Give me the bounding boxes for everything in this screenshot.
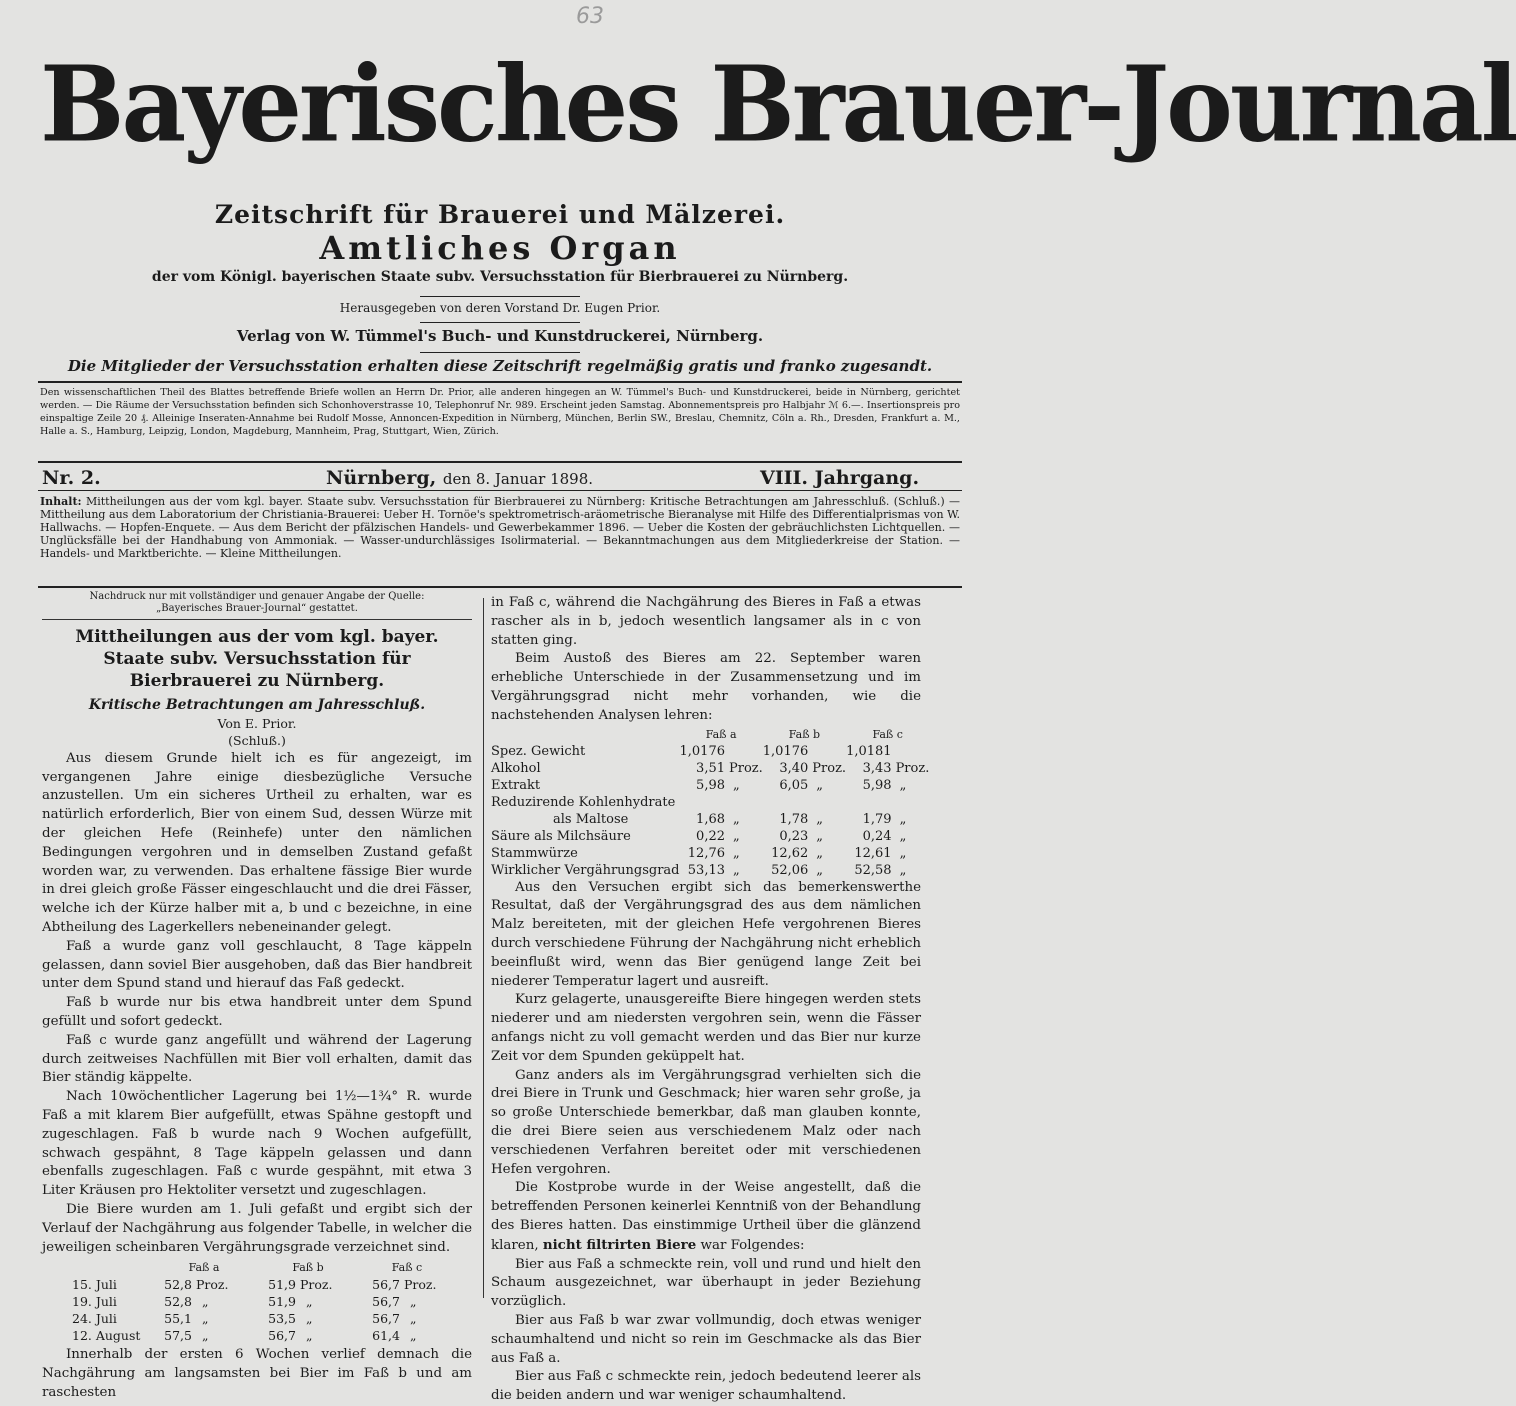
table-cell: 15. Juli: [72, 1277, 117, 1293]
table-header: Faß a: [705, 727, 737, 741]
table-cell: „: [733, 828, 740, 844]
table-cell: 6,05: [779, 777, 809, 793]
issue-city: Nürnberg,: [326, 467, 437, 489]
table-cell: „: [899, 845, 907, 861]
table-cell: „: [733, 845, 740, 861]
table-header: Faß b: [292, 1261, 324, 1275]
table-cell: „: [816, 811, 824, 827]
table-cell: Proz.: [729, 760, 763, 776]
table-cell: 57,5: [164, 1328, 192, 1344]
left-column: [42, 591, 472, 1403]
table-cell: 61,4: [372, 1328, 400, 1344]
table-row: [72, 1327, 454, 1344]
paragraph: Beim Austoß des Bieres am 22. September waren erhebliche Unterschiede in der Zusammensetzung und im Vergährungsgrad nicht mehr vorhanden, wie die nachstehenden Analysen lehren:: [491, 651, 921, 723]
table-cell: 56,7: [268, 1328, 296, 1344]
table-row: [491, 743, 929, 760]
paragraph: Nach 10wöchentlicher Lagerung bei 1½—1¾° R. wurde Faß a mit klarem Bier aufgefüllt, etwas Spähne gestopft und zugeschlagen. Faß b wurde nach 9 Wochen aufgefüllt, schwach gespähnt, 8 Tage käppeln gelassen und dann ebenfalls zugeschlagen. Faß c wurde gespähnt, mit etwa 3 Liter Kräusen pro Hektoliter versetzt und zugeschlagen.: [42, 1089, 472, 1199]
table-row: [491, 811, 929, 828]
masthead-subtitle: Zeitschrift für Brauerei und Mälzerei.: [214, 200, 786, 229]
table-cell: „: [816, 845, 824, 861]
table-cell: 1,0176: [679, 743, 725, 759]
table-cell: 53,5: [268, 1311, 296, 1327]
table-row: [491, 862, 929, 879]
table-header: Faß a: [188, 1261, 220, 1275]
table-cell: „: [816, 777, 824, 793]
table-cell: „: [202, 1328, 209, 1344]
table-cell: [892, 743, 930, 760]
table-cell: Proz.: [300, 1277, 333, 1293]
table-row: [491, 845, 929, 862]
table-cell: Extrakt: [491, 777, 541, 793]
table-cell: „: [410, 1311, 417, 1327]
header-rule: [38, 381, 962, 383]
table-cell: 5,98: [862, 777, 892, 793]
table-row: [491, 794, 929, 811]
table-row: [491, 777, 929, 794]
table-cell: 5,98: [696, 777, 725, 793]
table-cell: 52,8: [164, 1294, 192, 1310]
table-cell: 51,9: [268, 1277, 296, 1293]
paragraph-text: war Folgendes:: [700, 1237, 805, 1253]
table-header: Faß c: [391, 1261, 423, 1275]
table-cell: 1,79: [862, 811, 892, 827]
table-cell: „: [899, 862, 907, 878]
masthead-title: Bayerisches Brauer-Journal: [40, 42, 1516, 166]
paragraph: Innerhalb der ersten 6 Wochen verlief demnach die Nachgährung am langsamsten bei Bier im Faß b und am raschesten: [42, 1347, 472, 1400]
table-row: [491, 760, 929, 777]
paragraph: Faß a wurde ganz voll geschlaucht, 8 Tage käppeln gelassen, dann soviel Bier ausgehoben, daß das Bier handbreit unter dem Spund stand und hierauf das Faß gedeckt.: [42, 938, 472, 992]
masthead-organ: Amtliches Organ: [319, 229, 681, 267]
masthead-members-note: Die Mitglieder der Versuchsstation erhalten diese Zeitschrift regelmäßig gratis und franko zugesandt.: [67, 357, 933, 375]
table-cell: als Maltose: [553, 811, 629, 827]
table-cell: 19. Juli: [72, 1294, 117, 1310]
table-cell: 24. Juli: [72, 1311, 117, 1327]
table-cell: „: [899, 828, 907, 844]
table-cell: 52,58: [854, 862, 892, 878]
paragraph: Faß c wurde ganz angefüllt und während der Lagerung durch zeitweises Nachfüllen mit Bier voll erhalten, damit das Bier ständig käppelte.: [42, 1032, 472, 1086]
table-cell: 52,06: [771, 862, 809, 878]
table-cell: 12,62: [771, 845, 809, 861]
divider: [420, 352, 580, 353]
table-row: [72, 1276, 454, 1293]
table-cell: Proz.: [196, 1277, 229, 1293]
table-cell: „: [816, 862, 824, 878]
paragraph: in Faß c, während die Nachgährung des Bieres in Faß a etwas rascher als in b, jedoch wesentlich langsamer als in c von statten ging.: [491, 595, 921, 648]
issue-number: Nr. 2.: [42, 467, 101, 489]
table-cell: Proz.: [812, 760, 847, 776]
fermentation-table: [72, 1259, 454, 1344]
paragraph: Bier aus Faß b war zwar vollmundig, doch etwas weniger schaumhaltend und nicht so rein im Geschmacke als das Bier aus Faß a.: [491, 1312, 921, 1366]
paragraph: Ganz anders als im Vergährungsgrad verhielten sich die drei Biere in Trunk und Geschmack; hier waren sehr große, ja so große Unterschiede bemerkbar, daß man glauben konnte, die drei Biere seien aus verschiedenem Malz oder nach verschiedenen Verfahren bereitet oder mit verschiedenen Hefen vergohren.: [491, 1067, 921, 1177]
table-cell: 1,0176: [762, 743, 809, 759]
table-header: Faß b: [788, 727, 821, 741]
masthead-publisher: Verlag von W. Tümmel's Buch- und Kunstdruckerei, Nürnberg.: [236, 327, 764, 345]
publication-notice: Den wissenschaftlichen Theil des Blattes betreffende Briefe wollen an Herrn Dr. Prior, alle anderen hingegen an W. Tümmel's Buch- und Kunstdruckerei, beide in Nürnberg, gerichtet werden. — Die Räume der Versuchsstation befinden sich Schonhoverstrasse 10, Telephonruf Nr. 989. Erscheint jeden Samstag. Abonnementspreis pro Halbjahr ℳ 6.—. Insertionspreis pro einspaltige Zeile 20 ₰. Alleinige Inseraten-Annahme bei Rudolf Mosse, Annoncen-Expedition in Nürnberg, München, Berlin SW., Breslau, Chemnitz, Cöln a. Rh., Dresden, Frankfurt a. M., Halle a. S., Hamburg, Leipzig, London, Magdeburg, Mannheim, Prag, Stuttgart, Wien, Zürich.: [40, 387, 960, 437]
reprint-note: Nachdruck nur mit vollständiger und genauer Angabe der Quelle: „Bayerisches Brauer-Journal“ gestattet.: [89, 591, 425, 614]
paragraph: Aus diesem Grunde hielt ich es für angezeigt, im vergangenen Jahre einige diesbezügliche Versuche anzustellen. Um ein sicheres Urtheil zu erhalten, war es natürlich erforderlich, Bier von einem Sud, dessen Würze mit der gleichen Hefe (Reinhefe) unter den nämlichen Bedingungen vergohren und in demselben Zustand gefaßt worden war, zu verwenden. Das erhaltene fässige Bier wurde in drei gleich große Fässer eingeschlaucht und die drei Fässer, welche ich der Kürze halber mit a, b und c bezeichne, in eine Abtheilung des Lagerkellers nebeneinander gelegt.: [42, 750, 472, 935]
table-cell: 0,23: [779, 828, 809, 844]
table-cell: 0,24: [862, 828, 892, 844]
toc-text: Mittheilungen aus der vom kgl. bayer. Staate subv. Versuchsstation für Bierbrauerei zu Nürnberg: Kritische Betrachtungen am Jahresschluß. (Schluß.) — Mittheilung aus dem Laboratorium der Christiania-Brauerei: Ueber H. Tornöe's spektrometrisch-aräometrische Bieranalyse mit Hilfe des Differentialprismas von W. Hallwachs. — Hopfen-Enquete. — Aus dem Bericht der pfälzischen Handels- und Gewerbekammer 1896. — Ueber die Kosten der gebräuchlichsten Lichtquellen. — Unglücksfälle bei der Handhabung von Ammoniak. — Wasser-undurchlässiges Isolirmaterial. — Bekanntmachungen aus dem Mitgliederkreise der Station. — Handels- und Marktberichte. — Kleine Mittheilungen.: [40, 495, 960, 560]
table-cell: 3,43: [862, 760, 892, 776]
table-cell: „: [306, 1328, 313, 1344]
table-cell: 12. August: [72, 1328, 141, 1344]
table-cell: „: [899, 811, 907, 827]
paragraph: Kurz gelagerte, unausgereifte Biere hingegen werden stets niederer und am niedersten vergohren sein, wenn die Fässer anfangs nicht zu voll gemacht werden und das Bier nur kurze Zeit vor dem Spunden geküppelt hat.: [491, 992, 921, 1064]
table-cell: [808, 743, 846, 760]
table-cell: „: [306, 1311, 313, 1327]
table-cell: 56,7: [372, 1311, 400, 1327]
table-cell: 12,76: [687, 845, 725, 861]
table-cell: „: [733, 862, 740, 878]
table-cell: „: [410, 1294, 417, 1310]
emphasis-text: nicht filtrirten Biere: [542, 1236, 697, 1253]
table-cell: 52,8: [164, 1277, 192, 1293]
issue-date: den 8. Januar 1898.: [442, 470, 594, 488]
table-cell: Alkohol: [491, 760, 541, 776]
table-row: [72, 1310, 454, 1327]
table-cell: 1,68: [696, 811, 725, 827]
table-row: [491, 828, 929, 845]
table-of-contents: [40, 495, 960, 560]
table-cell: Proz.: [895, 760, 930, 776]
pencil-page-number: 63: [576, 4, 604, 29]
paragraph: Bier aus Faß a schmeckte rein, voll und rund und hielt den Schaum ausgezeichnet, war überhaupt in jeder Beziehung vorzüglich.: [491, 1256, 921, 1310]
table-cell: „: [202, 1311, 209, 1327]
header-rule: [38, 461, 962, 463]
article-continued: (Schluß.): [228, 732, 286, 748]
article-author: Von E. Prior.: [217, 715, 297, 731]
table-header-row: [72, 1259, 454, 1276]
table-cell: 55,1: [164, 1311, 192, 1327]
table-cell: 1,0181: [846, 743, 892, 759]
table-cell: Proz.: [404, 1277, 437, 1293]
section-heading: Mittheilungen aus der vom kgl. bayer. Staate subv. Versuchsstation für Bierbrauerei zu Nürnberg.: [75, 627, 439, 691]
paragraph: Aus den Versuchen ergibt sich das bemerkenswerthe Resultat, daß der Vergährungsgrad des aus dem nämlichen Malz bereiteten, mit der gleichen Hefe vergohrenen Bieres durch verschiedene Führung der Nachgährung nicht erheblich beeinflußt wird, wenn das Bier genügend lange Zeit bei niederer Temperatur lagert und ausreift.: [491, 879, 921, 989]
divider: [38, 490, 962, 491]
article-title: Kritische Betrachtungen am Jahresschluß.: [88, 697, 426, 713]
paragraph: Faß b wurde nur bis etwa handbreit unter dem Spund gefüllt und sofort gedeckt.: [42, 995, 472, 1029]
analysis-table: [491, 726, 929, 879]
table-cell: „: [816, 828, 824, 844]
table-cell: Säure als Milchsäure: [491, 828, 631, 844]
table-cell: „: [410, 1328, 417, 1344]
table-cell: Reduzirende Kohlenhydrate: [491, 794, 676, 810]
paragraph-text: Die Kostprobe wurde in der Weise angestellt, daß die betreffenden Personen keinerlei Kenntniß von der Behandlung des Bieres hatten. Das einstimmige Urtheil über die glänzend klaren,: [491, 1180, 921, 1253]
table-cell: 3,40: [779, 760, 809, 776]
paragraph: Bier aus Faß c schmeckte rein, jedoch bedeutend leerer als die beiden andern und war weniger schaumhaltend.: [491, 1369, 921, 1404]
table-cell: „: [899, 777, 907, 793]
table-cell: „: [733, 811, 740, 827]
table-cell: 0,22: [696, 828, 725, 844]
divider: [420, 296, 580, 297]
table-cell: 1,78: [779, 811, 809, 827]
table-cell: „: [306, 1294, 313, 1310]
masthead-editor: Herausgegeben von deren Vorstand Dr. Eugen Prior.: [339, 301, 661, 315]
table-cell: 3,51: [696, 760, 725, 776]
table-cell: Wirklicher Vergährungsgrad: [491, 862, 680, 878]
table-header-row: [491, 726, 929, 743]
section-rule: [38, 586, 962, 588]
table-cell: 12,61: [854, 845, 892, 861]
table-header: Faß c: [872, 727, 903, 741]
column-divider: [483, 598, 484, 1298]
table-cell: 56,7: [372, 1277, 400, 1293]
issue-volume: VIII. Jahrgang.: [760, 467, 920, 489]
table-cell: 53,13: [687, 862, 725, 878]
issue-dateline: [326, 467, 593, 489]
table-cell: 56,7: [372, 1294, 400, 1310]
table-cell: „: [733, 777, 740, 793]
masthead-organ-of: der vom Königl. bayerischen Staate subv. Versuchsstation für Bierbrauerei zu Nürnberg.: [151, 269, 849, 285]
paragraph: Die Biere wurden am 1. Juli gefaßt und ergibt sich der Verlauf der Nachgährung aus folgender Tabelle, in welcher die jeweiligen scheinbaren Vergährungsgrade verzeichnet sind.: [42, 1201, 472, 1255]
divider: [42, 619, 472, 620]
table-cell: Spez. Gewicht: [491, 743, 586, 759]
table-cell: „: [202, 1294, 209, 1310]
table-row: [72, 1293, 454, 1310]
divider: [420, 322, 580, 323]
table-cell: Stammwürze: [491, 845, 578, 861]
toc-label: Inhalt:: [40, 495, 82, 508]
table-cell: [725, 743, 763, 760]
right-column: [491, 594, 930, 1406]
table-cell: 51,9: [268, 1294, 296, 1310]
paragraph: [491, 1179, 921, 1255]
